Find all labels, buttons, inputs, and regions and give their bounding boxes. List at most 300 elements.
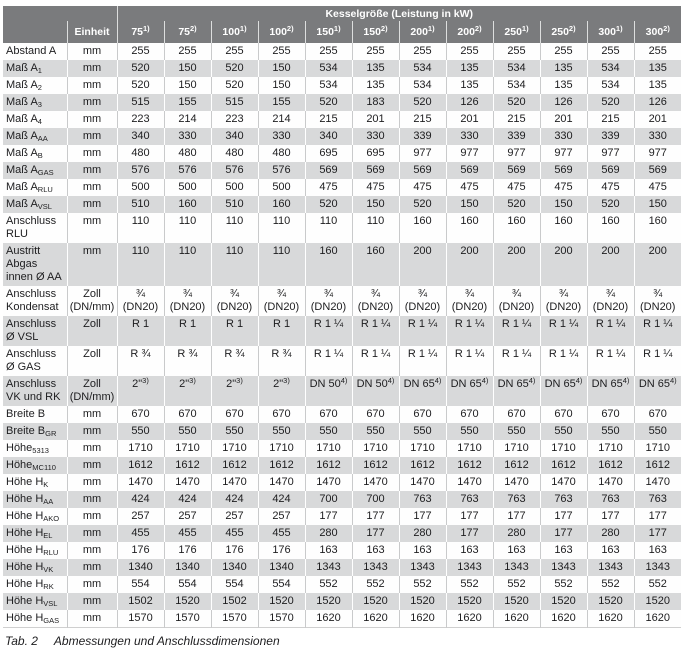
cell-value: 515 xyxy=(211,94,258,111)
table-row xyxy=(3,440,681,457)
cell-value: R 1 xyxy=(117,316,164,346)
cell-value: 200 xyxy=(540,243,587,286)
cell-value: 552 xyxy=(540,576,587,593)
row-label: Breite $B_{GR}$ xyxy=(6,425,57,438)
cell-value: 480 xyxy=(211,145,258,162)
cell-value: R ¾ xyxy=(258,346,305,376)
cell-value: 550 xyxy=(634,423,681,440)
row-unit: mm xyxy=(67,162,117,179)
cell-value: 257 xyxy=(258,508,305,525)
cell-value: 330 xyxy=(258,128,305,145)
cell-value: ¾ (DN20) xyxy=(305,286,352,316)
row-label: Anschluss Ø VSL xyxy=(6,318,57,343)
cell-value: 515 xyxy=(117,94,164,111)
cell-value: 163 xyxy=(399,542,446,559)
cell-value: 475 xyxy=(634,179,681,196)
cell-value: 135 xyxy=(446,77,493,94)
cell-value: 550 xyxy=(211,423,258,440)
col-header-size: 100$^{2)}$ xyxy=(258,21,305,43)
cell-value: R 1 xyxy=(164,316,211,346)
row-label: Maß $A_{RLU}$ xyxy=(6,181,53,194)
cell-value: 475 xyxy=(587,179,634,196)
row-unit: mm xyxy=(67,111,117,128)
cell-value: 1470 xyxy=(117,474,164,491)
cell-value: 1620 xyxy=(493,610,540,628)
row-unit: mm xyxy=(67,491,117,508)
cell-value: 176 xyxy=(164,542,211,559)
cell-value: 576 xyxy=(258,162,305,179)
cell-value: 1710 xyxy=(117,440,164,457)
table-row xyxy=(3,77,681,94)
cell-value: 177 xyxy=(540,525,587,542)
row-unit: mm xyxy=(67,196,117,213)
cell-value: 150 xyxy=(540,196,587,213)
cell-value: 510 xyxy=(117,196,164,213)
cell-value: 255 xyxy=(399,43,446,60)
cell-value: 576 xyxy=(164,162,211,179)
cell-value: 110 xyxy=(305,213,352,243)
table-row xyxy=(3,406,681,423)
cell-value: 150 xyxy=(634,196,681,213)
cell-value: 763 xyxy=(540,491,587,508)
cell-value: 1710 xyxy=(352,440,399,457)
row-unit: mm xyxy=(67,406,117,423)
table-caption xyxy=(5,634,681,648)
cell-value: 552 xyxy=(352,576,399,593)
cell-value: 255 xyxy=(258,43,305,60)
cell-value: 1470 xyxy=(540,474,587,491)
cell-value: 695 xyxy=(352,145,399,162)
cell-value: 569 xyxy=(587,162,634,179)
cell-value: 534 xyxy=(587,77,634,94)
cell-value: 1520 xyxy=(493,593,540,610)
cell-value: 176 xyxy=(211,542,258,559)
cell-value: 1612 xyxy=(211,457,258,474)
table-row xyxy=(3,243,681,286)
cell-value: 1343 xyxy=(493,559,540,576)
table-body xyxy=(3,43,681,628)
cell-value: R 1 ¼ xyxy=(540,346,587,376)
cell-value: 977 xyxy=(446,145,493,162)
cell-value: 330 xyxy=(446,128,493,145)
cell-value: 163 xyxy=(446,542,493,559)
cell-value: ¾ (DN20) xyxy=(634,286,681,316)
cell-value: 1620 xyxy=(352,610,399,628)
cell-value: 1612 xyxy=(117,457,164,474)
row-unit: mm xyxy=(67,525,117,542)
cell-value: 339 xyxy=(493,128,540,145)
cell-value: 110 xyxy=(258,213,305,243)
cell-value: 475 xyxy=(352,179,399,196)
table-row xyxy=(3,286,681,316)
label-col-header xyxy=(3,21,67,43)
cell-value: 670 xyxy=(117,406,164,423)
cell-value: 1710 xyxy=(164,440,211,457)
cell-value: 177 xyxy=(634,508,681,525)
cell-value: 1520 xyxy=(164,593,211,610)
cell-value: 339 xyxy=(399,128,446,145)
cell-value: 520 xyxy=(211,60,258,77)
table-row xyxy=(3,111,681,128)
row-unit: mm xyxy=(67,145,117,162)
cell-value: 110 xyxy=(164,243,211,286)
col-header-size: 200$^{2)}$ xyxy=(446,21,493,43)
cell-value: ¾ (DN20) xyxy=(117,286,164,316)
cell-value: 150 xyxy=(164,77,211,94)
row-label: Austritt Abgas innen Ø AA xyxy=(6,245,62,283)
cell-value: 135 xyxy=(634,60,681,77)
cell-value: 1612 xyxy=(258,457,305,474)
cell-value: 255 xyxy=(587,43,634,60)
cell-value: 255 xyxy=(540,43,587,60)
cell-value: 520 xyxy=(493,196,540,213)
cell-value: 1570 xyxy=(211,610,258,628)
cell-value: 201 xyxy=(540,111,587,128)
cell-value: 1710 xyxy=(634,440,681,457)
cell-value: R ¾ xyxy=(117,346,164,376)
cell-value: 330 xyxy=(164,128,211,145)
cell-value: 520 xyxy=(117,77,164,94)
cell-value: R ¾ xyxy=(211,346,258,376)
cell-value: 1620 xyxy=(540,610,587,628)
cell-value: 1520 xyxy=(587,593,634,610)
cell-value: 177 xyxy=(446,525,493,542)
cell-value: 1343 xyxy=(540,559,587,576)
col-header-size: 150$^{1)}$ xyxy=(305,21,352,43)
row-unit: mm xyxy=(67,128,117,145)
cell-value: 110 xyxy=(258,243,305,286)
cell-value: 1710 xyxy=(258,440,305,457)
cell-value: 150 xyxy=(258,60,305,77)
cell-value: 700 xyxy=(305,491,352,508)
cell-value: ¾ (DN20) xyxy=(211,286,258,316)
cell-value: ¾ (DN20) xyxy=(352,286,399,316)
cell-value: DN 65$^{4)}$ xyxy=(399,376,446,406)
cell-value: 552 xyxy=(446,576,493,593)
cell-value: 554 xyxy=(164,576,211,593)
cell-value: 500 xyxy=(117,179,164,196)
row-unit: mm xyxy=(67,559,117,576)
cell-value: ¾ (DN20) xyxy=(587,286,634,316)
cell-value: DN 50$^{4)}$ xyxy=(352,376,399,406)
cell-value: 214 xyxy=(258,111,305,128)
cell-value: 1612 xyxy=(399,457,446,474)
cell-value: 330 xyxy=(352,128,399,145)
cell-value: 569 xyxy=(634,162,681,179)
cell-value: 126 xyxy=(634,94,681,111)
cell-value: 201 xyxy=(352,111,399,128)
cell-value: 1620 xyxy=(305,610,352,628)
cell-value: 110 xyxy=(164,213,211,243)
cell-value: R 1 xyxy=(211,316,258,346)
cell-value: 977 xyxy=(634,145,681,162)
row-label: Anschluss Kondensat xyxy=(6,288,59,313)
caption-number: Tab. 2 xyxy=(5,634,38,648)
cell-value: 700 xyxy=(352,491,399,508)
cell-value: 214 xyxy=(164,111,211,128)
cell-value: 977 xyxy=(540,145,587,162)
cell-value: 1612 xyxy=(634,457,681,474)
cell-value: 763 xyxy=(446,491,493,508)
row-label: Maß $A_{AA}$ xyxy=(6,130,48,143)
cell-value: 1612 xyxy=(587,457,634,474)
cell-value: 223 xyxy=(117,111,164,128)
cell-value: 2"$^{3)}$ xyxy=(164,376,211,406)
cell-value: 534 xyxy=(399,60,446,77)
cell-value: 1343 xyxy=(352,559,399,576)
cell-value: 977 xyxy=(399,145,446,162)
cell-value: R 1 ¼ xyxy=(540,316,587,346)
cell-value: 534 xyxy=(587,60,634,77)
row-label: Maß $A_B$ xyxy=(6,147,43,160)
table-row xyxy=(3,162,681,179)
cell-value: 569 xyxy=(352,162,399,179)
cell-value: 455 xyxy=(258,525,305,542)
cell-value: 1470 xyxy=(305,474,352,491)
cell-value: 1343 xyxy=(587,559,634,576)
row-unit: mm xyxy=(67,423,117,440)
cell-value: 550 xyxy=(446,423,493,440)
cell-value: 1520 xyxy=(634,593,681,610)
cell-value: 424 xyxy=(211,491,258,508)
cell-value: 1340 xyxy=(164,559,211,576)
row-label: Maß $A_1$ xyxy=(6,62,42,75)
row-label: Höhe $H_{VK}$ xyxy=(6,561,54,574)
cell-value: 155 xyxy=(258,94,305,111)
cell-value: 2"$^{3)}$ xyxy=(211,376,258,406)
cell-value: ¾ (DN20) xyxy=(258,286,305,316)
cell-value: 135 xyxy=(352,60,399,77)
cell-value: 569 xyxy=(446,162,493,179)
row-label: Anschluss Ø GAS xyxy=(6,348,57,373)
cell-value: 475 xyxy=(399,179,446,196)
cell-value: 163 xyxy=(352,542,399,559)
cell-value: 455 xyxy=(164,525,211,542)
cell-value: 183 xyxy=(352,94,399,111)
cell-value: 177 xyxy=(493,508,540,525)
cell-value: 520 xyxy=(399,196,446,213)
row-unit: mm xyxy=(67,77,117,94)
table-row xyxy=(3,559,681,576)
cell-value: DN 65$^{4)}$ xyxy=(540,376,587,406)
cell-value: DN 65$^{4)}$ xyxy=(446,376,493,406)
cell-value: 475 xyxy=(446,179,493,196)
cell-value: 200 xyxy=(634,243,681,286)
cell-value: 110 xyxy=(211,243,258,286)
cell-value: 1343 xyxy=(399,559,446,576)
row-unit: mm xyxy=(67,474,117,491)
cell-value: 552 xyxy=(399,576,446,593)
cell-value: 670 xyxy=(493,406,540,423)
cell-value: 1612 xyxy=(305,457,352,474)
cell-value: 520 xyxy=(399,94,446,111)
cell-value: 670 xyxy=(305,406,352,423)
col-header-size: 150$^{2)}$ xyxy=(352,21,399,43)
cell-value: 280 xyxy=(399,525,446,542)
cell-value: 177 xyxy=(305,508,352,525)
cell-value: 552 xyxy=(634,576,681,593)
cell-value: 257 xyxy=(164,508,211,525)
column-header-row xyxy=(3,21,681,43)
row-label: Höhe $H_{RLU}$ xyxy=(6,544,59,557)
cell-value: 1520 xyxy=(305,593,352,610)
cell-value: 160 xyxy=(352,243,399,286)
cell-value: 200 xyxy=(446,243,493,286)
cell-value: 1520 xyxy=(258,593,305,610)
cell-value: 176 xyxy=(117,542,164,559)
cell-value: 550 xyxy=(305,423,352,440)
cell-value: 1502 xyxy=(211,593,258,610)
cell-value: R 1 ¼ xyxy=(634,316,681,346)
cell-value: 1340 xyxy=(117,559,164,576)
unit-col-header: Einheit xyxy=(67,21,117,43)
row-label: Maß $A_{VSL}$ xyxy=(6,198,52,211)
cell-value: 500 xyxy=(258,179,305,196)
cell-value: 110 xyxy=(117,213,164,243)
cell-value: 215 xyxy=(587,111,634,128)
cell-value: 424 xyxy=(117,491,164,508)
cell-value: 1520 xyxy=(399,593,446,610)
cell-value: 160 xyxy=(446,213,493,243)
cell-value: 150 xyxy=(258,77,305,94)
cell-value: 455 xyxy=(211,525,258,542)
cell-value: 480 xyxy=(117,145,164,162)
cell-value: 1343 xyxy=(446,559,493,576)
cell-value: 163 xyxy=(540,542,587,559)
cell-value: 670 xyxy=(634,406,681,423)
cell-value: R 1 ¼ xyxy=(352,346,399,376)
table-row xyxy=(3,94,681,111)
row-label: Höhe $H_{AA}$ xyxy=(6,493,54,506)
cell-value: 1710 xyxy=(493,440,540,457)
col-header-size: 250$^{2)}$ xyxy=(540,21,587,43)
spec-table xyxy=(3,6,681,628)
cell-value: 670 xyxy=(446,406,493,423)
cell-value: R 1 ¼ xyxy=(305,316,352,346)
cell-value: 163 xyxy=(634,542,681,559)
cell-value: 2"$^{3)}$ xyxy=(117,376,164,406)
row-label: Abstand A xyxy=(6,45,57,57)
cell-value: 135 xyxy=(634,77,681,94)
cell-value: 160 xyxy=(587,213,634,243)
cell-value: 475 xyxy=(540,179,587,196)
cell-value: 135 xyxy=(540,60,587,77)
cell-value: 110 xyxy=(117,243,164,286)
cell-value: 1470 xyxy=(493,474,540,491)
cell-value: 177 xyxy=(446,508,493,525)
row-unit: Zoll xyxy=(67,316,117,346)
cell-value: 550 xyxy=(540,423,587,440)
cell-value: 550 xyxy=(164,423,211,440)
cell-value: 330 xyxy=(540,128,587,145)
row-unit: Zoll (DN/mm) xyxy=(67,376,117,406)
col-header-size: 200$^{1)}$ xyxy=(399,21,446,43)
table-group-title: Kesselgröße (Leistung in kW) xyxy=(117,6,681,21)
table-row xyxy=(3,346,681,376)
cell-value: 1620 xyxy=(446,610,493,628)
row-unit: mm xyxy=(67,179,117,196)
row-label: Höhe $H_{EL}$ xyxy=(6,527,53,540)
row-label: Höhe $H_{AKO}$ xyxy=(6,510,60,523)
table-row xyxy=(3,179,681,196)
row-label: Höhe $H_{GAS}$ xyxy=(6,612,60,625)
row-unit: mm xyxy=(67,94,117,111)
cell-value: 176 xyxy=(258,542,305,559)
cell-value: 1470 xyxy=(211,474,258,491)
cell-value: 1520 xyxy=(540,593,587,610)
table-row xyxy=(3,376,681,406)
cell-value: 1520 xyxy=(352,593,399,610)
row-label: Maß $A_3$ xyxy=(6,96,42,109)
cell-value: 534 xyxy=(493,60,540,77)
cell-value: 550 xyxy=(117,423,164,440)
cell-value: 255 xyxy=(117,43,164,60)
cell-value: 1502 xyxy=(117,593,164,610)
cell-value: R 1 ¼ xyxy=(446,316,493,346)
cell-value: 340 xyxy=(117,128,164,145)
cell-value: 255 xyxy=(446,43,493,60)
cell-value: DN 50$^{4)}$ xyxy=(305,376,352,406)
cell-value: 552 xyxy=(587,576,634,593)
cell-value: 200 xyxy=(587,243,634,286)
caption-text: Abmessungen und Anschlussdimensionen xyxy=(53,634,280,648)
cell-value: 1612 xyxy=(446,457,493,474)
cell-value: 150 xyxy=(446,196,493,213)
cell-value: 215 xyxy=(305,111,352,128)
cell-value: 1340 xyxy=(211,559,258,576)
row-unit: mm xyxy=(67,457,117,474)
cell-value: 160 xyxy=(305,243,352,286)
row-unit: Zoll (DN/mm) xyxy=(67,286,117,316)
cell-value: 455 xyxy=(117,525,164,542)
cell-value: 670 xyxy=(258,406,305,423)
cell-value: 160 xyxy=(399,213,446,243)
col-header-size: 250$^{1)}$ xyxy=(493,21,540,43)
table-row xyxy=(3,610,681,628)
cell-value: 520 xyxy=(305,94,352,111)
cell-value: ¾ (DN20) xyxy=(446,286,493,316)
row-label: Höhe $H_K$ xyxy=(6,476,49,489)
cell-value: 255 xyxy=(634,43,681,60)
cell-value: R ¾ xyxy=(164,346,211,376)
cell-value: 500 xyxy=(211,179,258,196)
cell-value: 1612 xyxy=(164,457,211,474)
cell-value: 520 xyxy=(117,60,164,77)
table-row xyxy=(3,128,681,145)
cell-value: R 1 ¼ xyxy=(493,316,540,346)
cell-value: 475 xyxy=(493,179,540,196)
cell-value: 670 xyxy=(540,406,587,423)
cell-value: 1570 xyxy=(164,610,211,628)
cell-value: 480 xyxy=(258,145,305,162)
row-unit: Zoll xyxy=(67,346,117,376)
cell-value: 670 xyxy=(164,406,211,423)
row-unit: mm xyxy=(67,60,117,77)
cell-value: 177 xyxy=(540,508,587,525)
table-row xyxy=(3,316,681,346)
cell-value: R 1 ¼ xyxy=(493,346,540,376)
cell-value: 280 xyxy=(587,525,634,542)
cell-value: 1710 xyxy=(587,440,634,457)
cell-value: 1520 xyxy=(446,593,493,610)
cell-value: R 1 ¼ xyxy=(399,316,446,346)
cell-value: 255 xyxy=(352,43,399,60)
cell-value: 150 xyxy=(164,60,211,77)
cell-value: 670 xyxy=(211,406,258,423)
cell-value: 257 xyxy=(211,508,258,525)
cell-value: 177 xyxy=(399,508,446,525)
cell-value: 552 xyxy=(493,576,540,593)
